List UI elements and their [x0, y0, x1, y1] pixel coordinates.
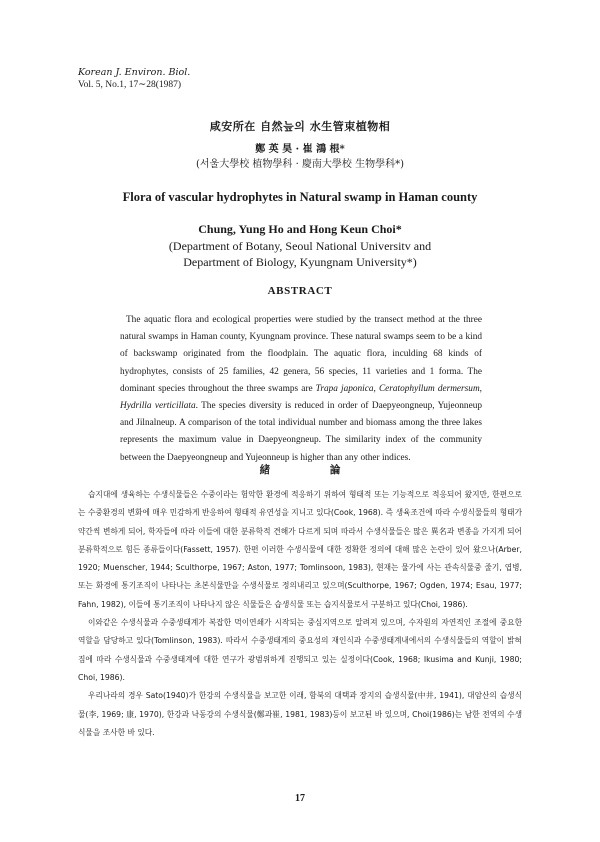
english-title: Flora of vascular hydrophytes in Natural swamp in Haman county [122, 190, 478, 204]
english-authors: Chung, Yung Ho and Hong Keun Choi* [198, 222, 402, 236]
abstract-separator-2: , [479, 383, 482, 394]
intro-paragraph-3: 우리나라의 경우 Sato(1940)가 한강의 수생식물을 보고한 이래, 함북의 대택과 장지의 습생식물(中井, 1941), 대암산의 습생식물(李, 1969; 康, 1970), 한강과 낙동강의 수생식물(鄭과崔, 1981, 1983)등이 보고된 바 있으며, Choi(1986)는 남한 전역의 수생식물을 조사한 바 있다. [78, 691, 522, 737]
english-affiliation-line-1: (Department of Botany, Seoul National Universitv and [168, 239, 432, 253]
journal-name: Korean J. Environ. Biol. [78, 67, 191, 78]
korean-affiliation: (서울大學校 植物學科 · 慶南大學校 生物學科*) [195, 159, 405, 170]
page-number: 17 [295, 793, 305, 804]
abstract-separator-1: , [373, 383, 379, 394]
journal-volume: Vol. 5, No.1, 17∼28(1987) [78, 80, 182, 90]
journal-header [78, 66, 190, 92]
species-trapa: Trapa japonica [315, 383, 374, 394]
intro-paragraph-2: 이와같은 수생식물과 수중생태계가 복잡한 먹이연쇄가 시작되는 중심지역으로 알려져 있으며, 수자원의 자연적인 조절에 중요한 역할을 담당하고 있다(Tomlinson, 1983). 따라서 수중생태계의 중요성의 재인식과 수중생태계내에서의 수생식물들의 역할이 밝혀짐에 따라 수생식물과 수중생태계에 대한 연구가 광범위하게 진행되고 있는 실정이다(Cook, 1968; Ikusima and Kunji, 1980; Choi, 1986). [78, 618, 522, 682]
english-affiliation-line-2: Department of Biology, Kyungnam University*) [183, 255, 417, 269]
korean-title: 咸安所在 自然늪의 水生管束植物相 [209, 120, 391, 133]
intro-paragraph-1: 습지대에 생육하는 수생식물들은 수중이라는 험악한 환경에 적응하기 위하여 형태적 또는 기능적으로 적응되어 왔지만, 한편으로는 수중환경의 변화에 매우 민감하게 반응하여 형태적 유연성을 지니고 있다(Cook, 1968). 즉 생육조건에 따라 수생식물들의 형태가 약간씩 변하게 되어, 학자들에 따라 이들에 대한 분류학적 견해가 다르게 되며 따라서 수생식물들은 많은 異名과 변종을 가지게 되어 분류학적으로 힘든 종류들이다(Fassett, 1957). 한편 이러한 수생식물에 대한 정확한 정의에 대해 많은 논란이 있어 왔으나(Arber, 1920; Muenscher, 1944; Sculthorpe, 1967; Aston, 1977; Tomlinsoon, 1983), 현재는 물가에 사는 관속식물중 줄기, 엽병, 또는 화경에 통기조직이 나타나는 초본식물만을 수생식물로 정의내리고 있으며(Sculthorpe, 1967; Ogden, 1974; Esau, 1977; Fahn, 1982), 이들에 통기조직이 나타나지 않은 식물들은 습생식물 또는 습지식물로서 구분하고 있다(Choi, 1986). [78, 490, 522, 609]
abstract-text-part-1: The aquatic flora and ecological properties were studied by the transect method at the three natural swamps in Haman county, Kyungnam province. These natural swamps seem to be a kind of backswamp originated from the floodplain. The aquatic flora, inculding 68 kinds of hydrophytes, consists of 25 families, 42 genera, 56 species, 11 varieties and 1 forma. The dominant species throughout the three swamps are [120, 315, 482, 394]
korean-authors: 鄭 英 昊 · 崔 鴻 根* [255, 144, 345, 155]
introduction-heading: 緒 論 [259, 464, 369, 476]
abstract-body [120, 312, 482, 467]
species-ceratophyllum: Ceratophyllum dermersum [378, 383, 480, 394]
introduction-body [78, 486, 522, 742]
species-hydrilla: Hydrilla verticillata [120, 401, 196, 412]
abstract-heading: ABSTRACT [267, 285, 333, 297]
abstract-text-part-2: . The species diversity is reduced in order of Daepyeongneup, Yujeonneup and Jilnalneup. A comparison of the total individual number and biomass among the three lakes represents the maximum value in Daepyeongneup. The similarity index of the community between the Daepyeongneup and Yujeonneup is higher than any other indices. [120, 401, 482, 463]
english-affiliation [0, 238, 600, 270]
